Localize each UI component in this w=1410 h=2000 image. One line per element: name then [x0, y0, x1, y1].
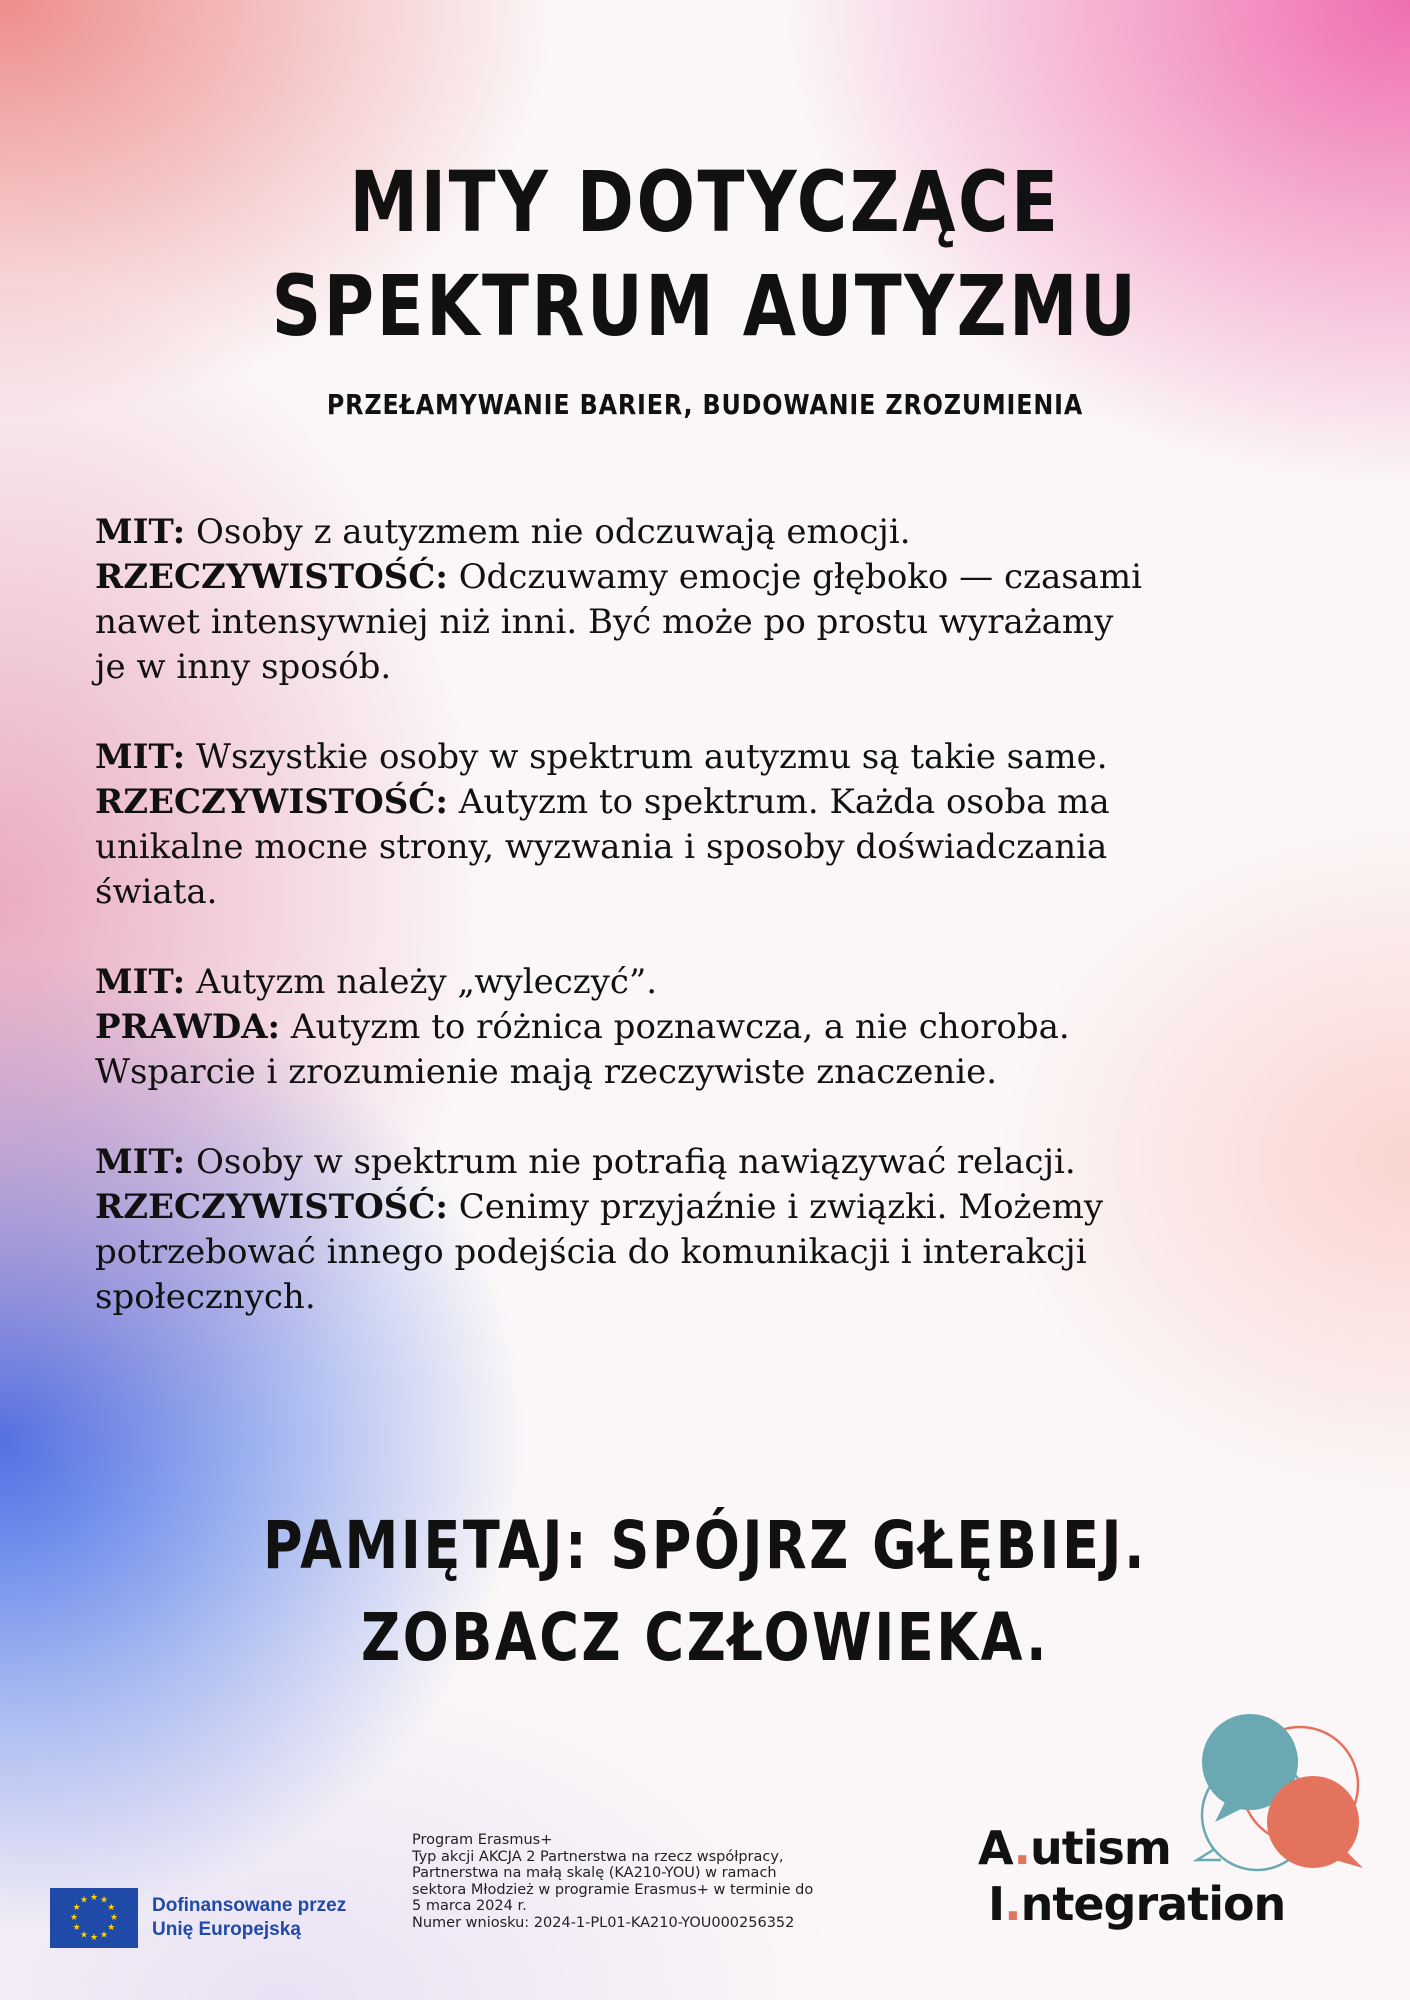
erasmus-line: 5 marca 2024 r. [412, 1898, 527, 1914]
myth-label: MIT: [95, 962, 186, 1002]
svg-text:★: ★ [107, 1923, 116, 1933]
fact-text: potrzebować innego podejścia do komunikacji i interakcji [95, 1232, 1087, 1272]
myth-block [95, 735, 1335, 915]
myth-block [95, 510, 1335, 690]
fact-label: RZECZYWISTOŚĆ: [95, 1187, 448, 1227]
fact-text: unikalne mocne strony, wyzwania i sposoby doświadczania [95, 827, 1108, 867]
closing-line-2: ZOBACZ CZŁOWIEKA. [360, 1599, 1049, 1676]
myth-label: MIT: [95, 1142, 186, 1182]
myth-block [95, 1140, 1335, 1320]
fact-text: Autyzm to różnica poznawcza, a nie choroba. [290, 1007, 1070, 1047]
svg-text:★: ★ [69, 1913, 79, 1923]
closing-line-1: PAMIĘTAJ: SPÓJRZ GŁĘBIEJ. [262, 1507, 1148, 1584]
fact-text: Wsparcie i zrozumienie mają rzeczywiste znaczenie. [95, 1052, 998, 1092]
erasmus-line: Program Erasmus+ [412, 1832, 553, 1848]
myth-text: Osoby z autyzmem nie odczuwają emocji. [196, 512, 911, 552]
svg-text:★: ★ [107, 1903, 116, 1913]
svg-text:★: ★ [79, 1895, 89, 1906]
svg-text:★: ★ [79, 1930, 89, 1941]
svg-text:★: ★ [109, 1913, 119, 1923]
logo-word-autism: utism [1029, 1821, 1171, 1875]
erasmus-line: sektora Młodzież w programie Erasmus+ w terminie do [412, 1881, 814, 1898]
myth-text: Wszystkie osoby w spektrum autyzmu są takie same. [196, 737, 1108, 777]
svg-text:★: ★ [99, 1930, 109, 1941]
svg-text:★: ★ [89, 1893, 99, 1903]
svg-text:★: ★ [72, 1903, 81, 1913]
fact-text: Autyzm to spektrum. Każda osoba ma [458, 782, 1110, 822]
title-line-1: MITY DOTYCZĄCE [349, 153, 1061, 251]
myth-text: Osoby w spektrum nie potrafią nawiązywać relacji. [196, 1142, 1076, 1182]
myth-label: MIT: [95, 737, 186, 777]
logo-word-integration: ntegration [1020, 1877, 1286, 1931]
fact-text: społecznych. [95, 1277, 316, 1317]
page-subtitle: PRZEŁAMYWANIE BARIER, BUDOWANIE ZROZUMIENIA [326, 388, 1084, 421]
logo-initial-i: I [988, 1877, 1005, 1931]
title-line-2: SPEKTRUM AUTYZMU [271, 257, 1139, 355]
fact-label: RZECZYWISTOŚĆ: [95, 557, 448, 597]
fact-text: Odczuwamy emocje głęboko — czasami [458, 557, 1143, 597]
erasmus-info [412, 1832, 932, 1931]
myth-label: MIT: [95, 512, 186, 552]
fact-text: Cenimy przyjaźnie i związki. Możemy [458, 1187, 1104, 1227]
fact-label: RZECZYWISTOŚĆ: [95, 782, 448, 822]
svg-text:★: ★ [72, 1923, 81, 1933]
myths-list [95, 510, 1335, 1365]
fact-text: nawet intensywniej niż inni. Być może po prostu wyrażamy [95, 602, 1114, 642]
logo-initial-a: A [978, 1821, 1014, 1875]
autism-integration-logo: A.utism I.ntegration [978, 1821, 1286, 1931]
fact-text: świata. [95, 872, 218, 912]
page-title [127, 150, 1283, 358]
erasmus-line: Typ akcji AKCJA 2 Partnerstwa na rzecz współpracy, [412, 1848, 784, 1865]
fact-text: je w inny sposób. [95, 647, 392, 687]
svg-text:★: ★ [89, 1933, 99, 1943]
eu-flag-icon [50, 1888, 138, 1948]
closing-message [127, 1500, 1283, 1684]
eu-line-2: Unię Europejską [152, 1919, 301, 1940]
svg-text:★: ★ [99, 1895, 109, 1906]
erasmus-line: Partnerstwa na małą skalę (KA210-YOU) w ramach [412, 1865, 777, 1881]
myth-text: Autyzm należy „wyleczyć”. [196, 962, 658, 1002]
myth-block [95, 960, 1335, 1095]
eu-funding-badge [50, 1888, 346, 1948]
eu-funding-text [152, 1894, 346, 1942]
eu-stars-icon [64, 1890, 124, 1946]
eu-line-1: Dofinansowane przez [152, 1895, 347, 1916]
erasmus-line: Numer wniosku: 2024-1-PL01-KA210-YOU000256352 [412, 1914, 795, 1931]
fact-label: PRAWDA: [95, 1007, 281, 1047]
